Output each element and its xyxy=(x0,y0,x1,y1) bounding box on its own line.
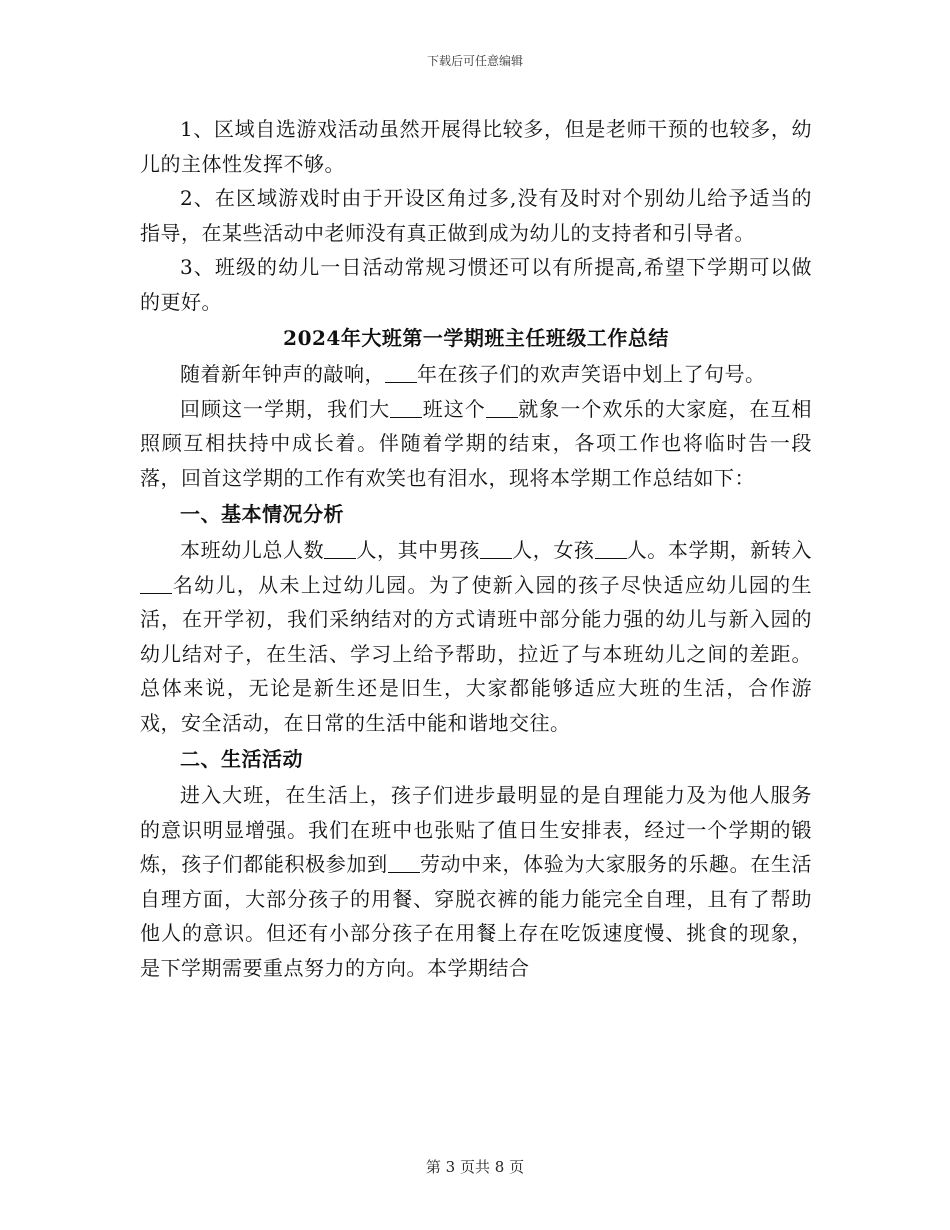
paragraph-6-part-a: 本班幼儿总人数 xyxy=(180,538,325,562)
section-heading-2: 二、生活活动 xyxy=(180,747,303,771)
fill-blank xyxy=(486,397,518,418)
paragraph-6 xyxy=(140,533,812,740)
fill-blank xyxy=(480,538,512,559)
paragraph-1: 1、区域自选游戏活动虽然开展得比较多，但是老师干预的也较多，幼儿的主体性发挥不够。 xyxy=(140,117,812,176)
paragraph-6-part-e: 名幼儿，从未上过幼儿园。为了使新入园的孩子尽快适应幼儿园的生活，在开学初，我们采纳结对的方式请班中部分能力强的幼儿与新入园的幼儿结对子，在生活、学习上给予帮助，拉近了与本班幼儿之间的差距。总体来说，无论是新生还是旧生，大家都能够适应大班的生活，合作游戏，安全活动，在日常的生活中能和谐地交往。 xyxy=(140,572,812,735)
fill-blank xyxy=(140,573,172,594)
fill-blank xyxy=(388,852,420,873)
paragraph-5-part-a: 回顾这一学期，我们大 xyxy=(180,396,391,421)
fill-blank xyxy=(385,362,417,383)
paragraph-4 xyxy=(140,357,812,392)
paragraph-6-part-c: 人，女孩 xyxy=(512,538,595,562)
paragraph-3: 3、班级的幼儿一日活动常规习惯还可以有所提高,希望下学期可以做的更好。 xyxy=(140,255,812,314)
paragraph-7-part-b: 劳动中来，体验为大家服务的乐趣。在生活自理方面，大部分孩子的用餐、穿脱衣裤的能力能完全自理，且有了帮助他人的意识。但还有小部分孩子在用餐上存在吃饭速度慢、挑食的现象，是下学期需要重点努力的方向。本学期结合 xyxy=(140,852,813,980)
section-heading-1: 一、基本情况分析 xyxy=(180,502,344,526)
paragraph-4-part-b: 年在孩子们的欢声笑语中划上了句号。 xyxy=(417,362,766,386)
page-footer: 第 3 页共 8 页 xyxy=(425,1158,525,1176)
paragraph-5 xyxy=(140,392,812,496)
paragraph-2: 2、在区域游戏时由于开设区角过多,没有及时对个别幼儿给予适当的指导，在某些活动中老师没有真正做到成为幼儿的支持者和引导者。 xyxy=(140,186,812,245)
paragraph-6-part-b: 人，其中男孩 xyxy=(356,538,480,562)
document-title: 2024年大班第一学期班主任班级工作总结 xyxy=(283,326,669,350)
page-header: 下载后可任意编辑 xyxy=(426,54,523,68)
fill-blank xyxy=(324,538,356,559)
fill-blank xyxy=(595,538,627,559)
fill-blank xyxy=(390,397,422,418)
document-body xyxy=(140,112,812,985)
paragraph-7-part-a: 进入大班，在生活上，孩子们进步最明显的是自理能力及为他人服务的意识明显增强。我们在班中也张贴了值日生安排表，经过一个学期的锻炼，孩子们都能积极参加到 xyxy=(140,783,812,876)
paragraph-4-part-a: 随着新年钟声的敲响， xyxy=(180,362,385,386)
paragraph-5-part-b: 班这个 xyxy=(422,396,486,421)
paragraph-5-part-c: 就象一个欢乐的大家庭，在互相照顾互相扶持中成长着。伴随着学期的结束，各项工作也将临时告一段落，回首这学期的工作有欢笑也有泪水，现将本学期工作总结如下： xyxy=(140,396,813,490)
paragraph-7 xyxy=(140,778,812,985)
paragraph-6-part-d: 人。本学期，新转入 xyxy=(626,538,813,562)
